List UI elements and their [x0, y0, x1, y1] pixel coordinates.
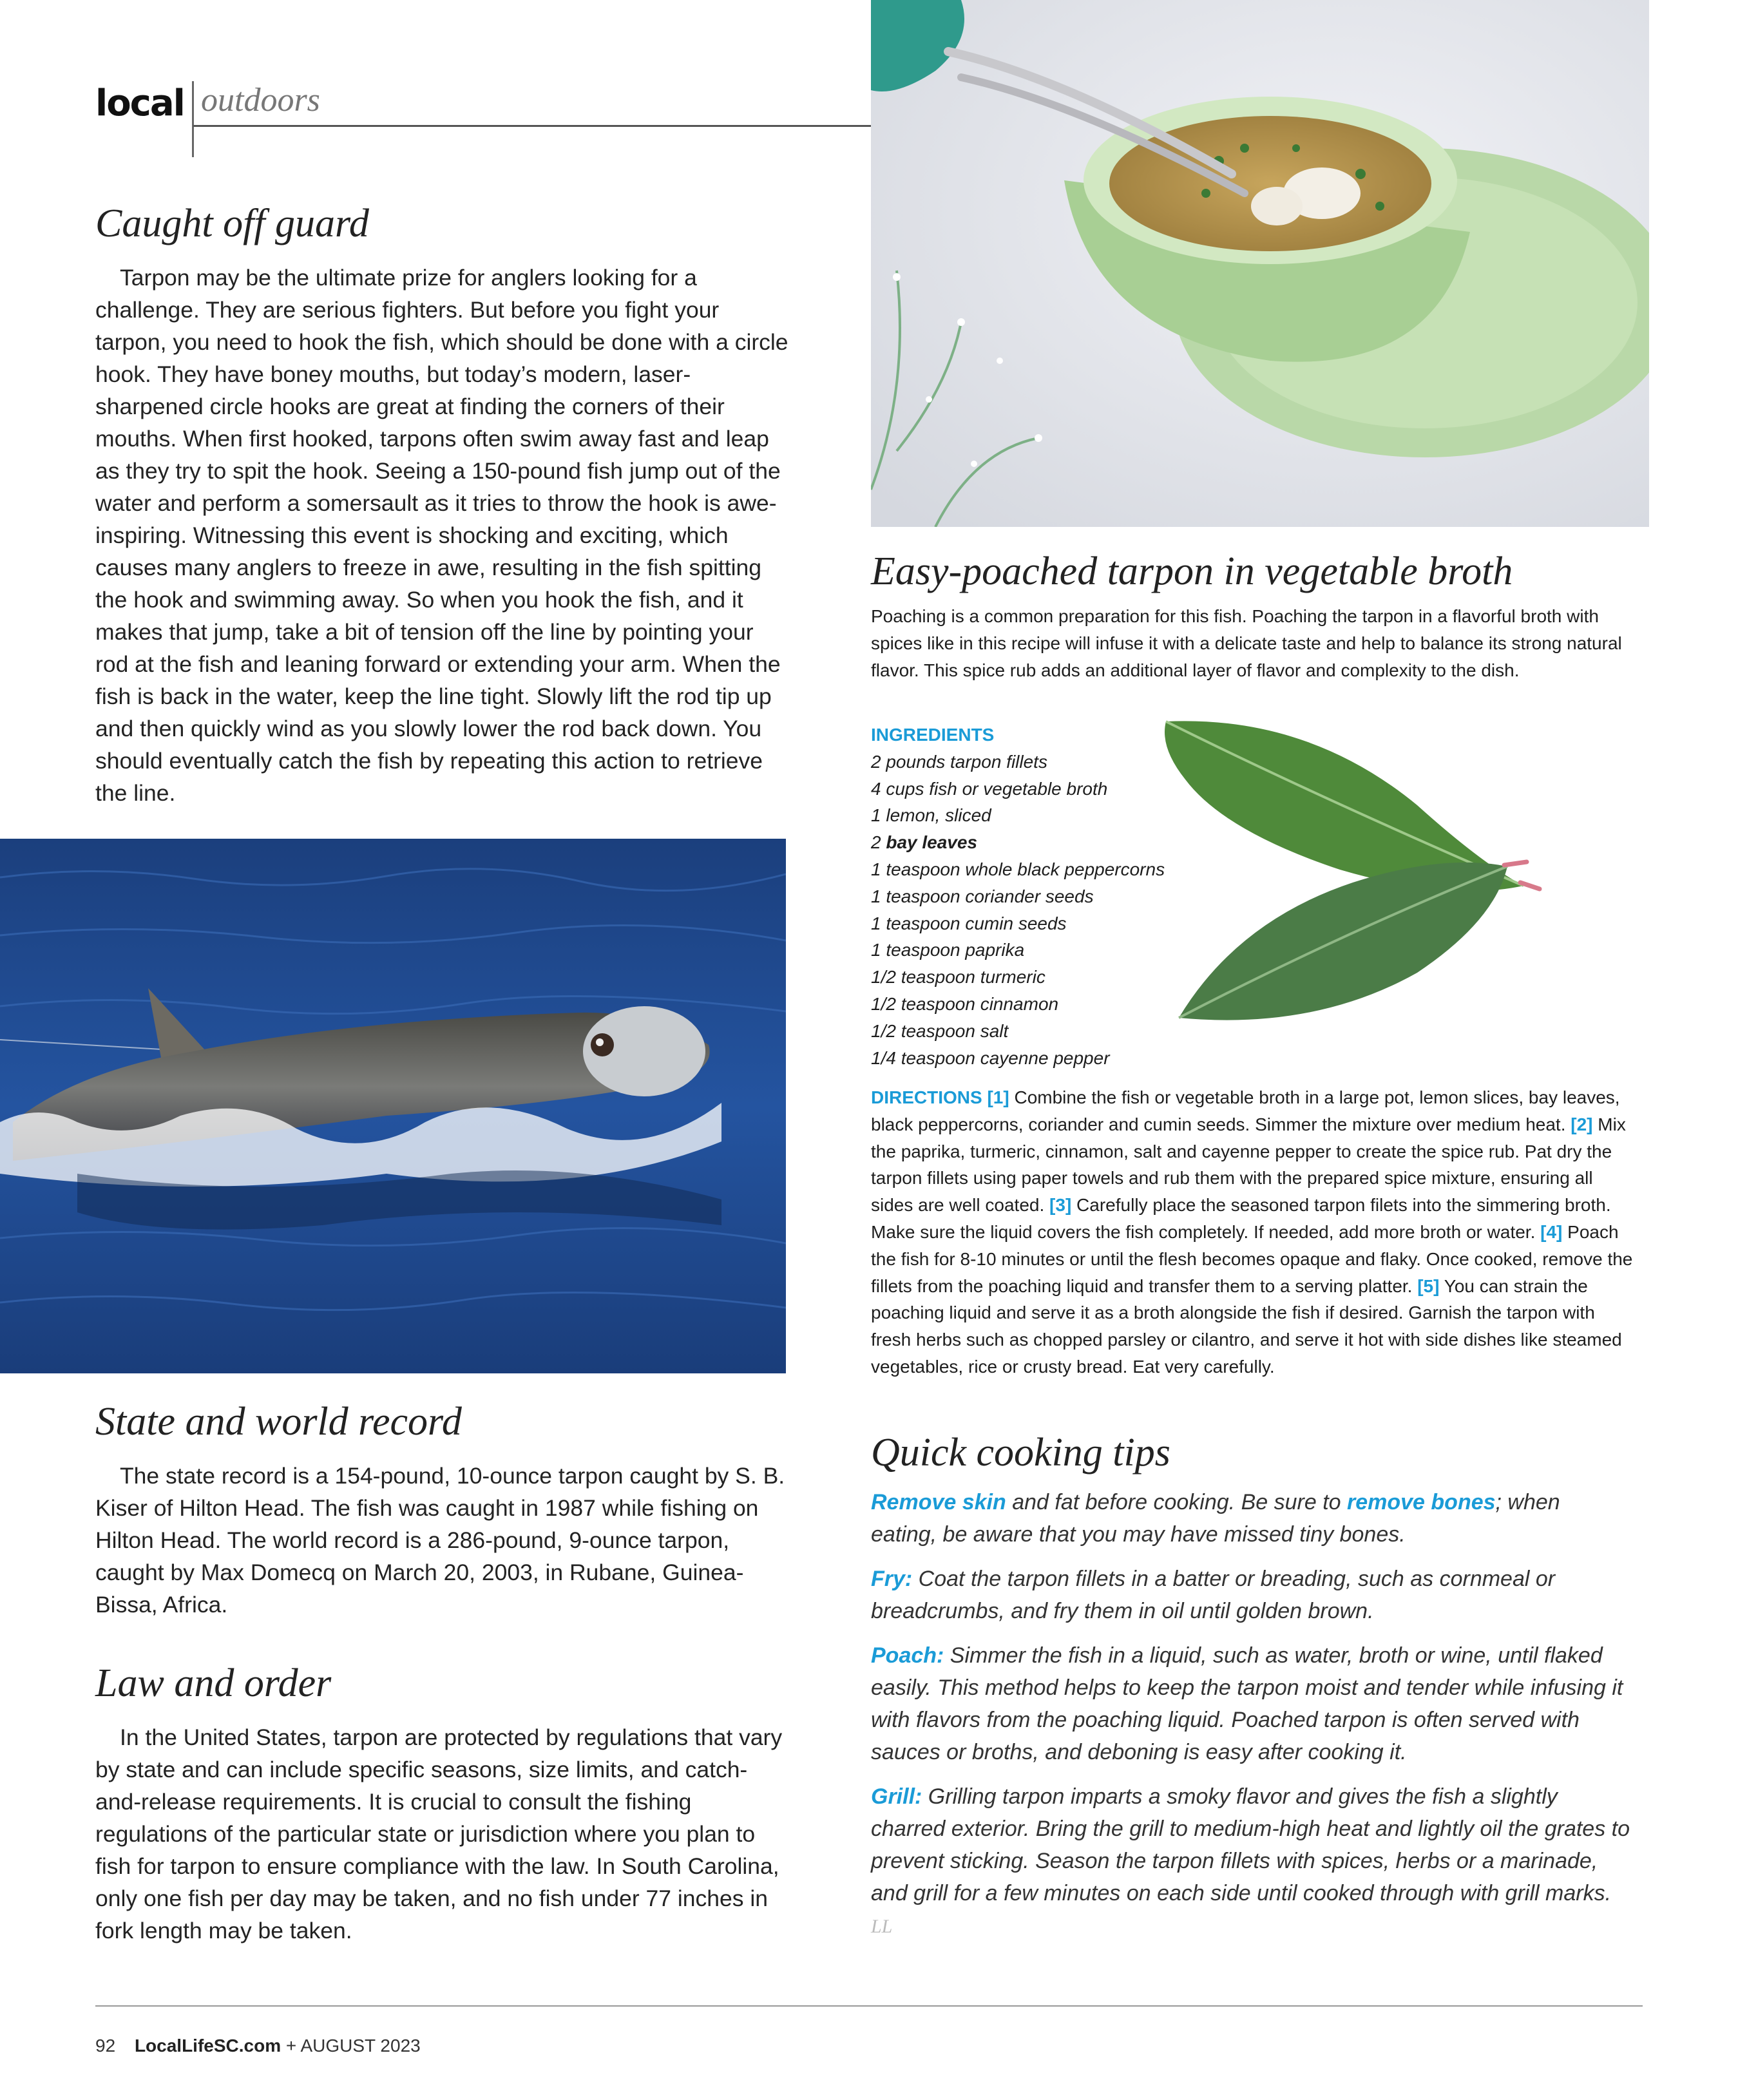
- header-divider: [192, 81, 194, 157]
- article-caught: [95, 262, 791, 809]
- ingredients-label: INGREDIENTS: [871, 725, 995, 745]
- bay-name: bay leaves: [886, 832, 978, 853]
- soup-photo: [871, 0, 1649, 527]
- article-record: [95, 1460, 791, 1621]
- tip-key: remove bones: [1347, 1490, 1496, 1514]
- tip-text: Simmer the fish in a liquid, such as water, broth or wine, until flaked easily. This method helps to keep the tarpon moist and tender while infusing it with flavors from the poaching liquid. Poached tarpon is often served with sauces or broths, and deboning is easy after cooking it.: [871, 1643, 1623, 1764]
- recipe-intro: Poaching is a common preparation for this fish. Poaching the tarpon in a flavorful broth with spices like in this recipe will infuse it with a delicate taste and help to balance its strong natural flavor. This spice rub adds an additional layer of flavor and complexity to the dish.: [871, 606, 1622, 680]
- bay-leaves-photo: [1147, 709, 1552, 1044]
- heading-recipe: Easy-poached tarpon in vegetable broth: [871, 549, 1513, 593]
- paragraph: The state record is a 154-pound, 10-ounce tarpon caught by S. B. Kiser of Hilton Head. The fish was caught in 1987 while fishing on Hilton Head. The world record is a 286-pound, 9-ounce tarpon, caught by Max Domecq on March 20, 2003, in Rubane, Guinea-Bissa, Africa.: [95, 1463, 785, 1618]
- tip-grill: [871, 1780, 1631, 1943]
- step-number: [4]: [1540, 1221, 1563, 1242]
- tip-remove: [871, 1486, 1631, 1551]
- footer: [95, 2036, 421, 2056]
- paragraph: Tarpon may be the ultimate prize for anglers looking for a challenge. They are serious fighters. But before you fight your tarpon, you need to hook the fish, which should be done with a circle hook. They have boney mouths, but today’s modern, laser-sharpened circle hooks are great at finding the corners of their mouths. When first hooked, tarpons often swim away fast and leap as they try to spit the hook. Seeing a 150-pound fish jump out of the water and perform a somersault as it tries to throw the hook is awe-inspiring. Witnessing this event is shocking and exciting, which causes many anglers to freeze in awe, resulting in the fish spitting the hook and swimming away. So when you hook the fish, and it makes that jump, take a bit of tension off the line by pointing your rod at the fish and leaning forward or extending your arm. When the fish is back in the water, keep the line tight. Slowly lift the rod tip up and then quickly wind as you slowly lower the rod back down. You should eventually catch the fish by repeating this action to retrieve the line.: [95, 265, 788, 806]
- step-text: Carefully place the seasoned tarpon filets into the simmering broth. Make sure the liquid covers the fish completely. If needed, add more broth or water.: [871, 1195, 1611, 1242]
- step-text: Mix the paprika, turmeric, cinnamon, salt and cayenne pepper to create the spice rub. Pat dry the tarpon fillets using paper towels and rub them with the prepared spice mixture, ensuring all sides are well coated.: [871, 1114, 1626, 1216]
- footer-rule: [95, 2005, 1643, 2007]
- header-rule: [193, 125, 871, 127]
- step-number: [2]: [1571, 1114, 1593, 1134]
- site-name: LocalLifeSC.com: [134, 2036, 282, 2056]
- tip-text: and fat before cooking. Be sure to: [1006, 1490, 1347, 1514]
- tip-poach: [871, 1639, 1631, 1768]
- tip-text: ; when eating, be aware that you may have missed tiny bones.: [871, 1490, 1560, 1547]
- section-label: outdoors: [201, 82, 320, 119]
- paragraph: In the United States, tarpon are protected by regulations that vary by state and can include specific seasons, size limits, and catch-and-release requirements. It is crucial to consult the fishing regulations of the particular state or jurisdiction where you plan to fish for tarpon to ensure compliance with the law. In South Carolina, only one fish per day may be taken, and no fish under 77 inches in fork length may be taken.: [95, 1724, 783, 1943]
- ingredient-item: 1 teaspoon whole black peppercorns: [871, 859, 1165, 879]
- article-law: [95, 1721, 791, 1947]
- ingredient-item: 1 teaspoon cumin seeds: [871, 913, 1067, 933]
- directions-label: DIRECTIONS: [871, 1087, 982, 1107]
- ingredient-item: 1/4 teaspoon cayenne pepper: [871, 1047, 1110, 1068]
- recipe-intro-block: [871, 603, 1630, 683]
- step-number: [1]: [987, 1087, 1009, 1107]
- tip-text: Grilling tarpon imparts a smoky flavor and gives the fish a slightly charred exterior. Bring the grill to medium-high heat and lightly oil the grates to prevent sticking. Season the tarpon fillets with spices, herbs or a marinade, and grill for a few minutes on each side until cooked through with grill marks.: [871, 1784, 1630, 1905]
- tip-key: Fry:: [871, 1567, 913, 1591]
- tips-block: [871, 1486, 1631, 1955]
- ingredient-item: 4 cups fish or vegetable broth: [871, 778, 1108, 799]
- ingredient-item: 1 lemon, sliced: [871, 805, 991, 826]
- step-number: [3]: [1049, 1195, 1072, 1216]
- heading-caught: Caught off guard: [95, 202, 369, 245]
- step-number: [5]: [1417, 1275, 1440, 1296]
- ingredient-item: 2 pounds tarpon fillets: [871, 751, 1047, 772]
- step-text: Poach the fish for 8-10 minutes or until the flesh becomes opaque and flaky. Once cooked, remove the fillets from the poaching liquid and transfer them to a serving platter.: [871, 1221, 1633, 1296]
- directions-block: [871, 1084, 1638, 1380]
- tip-key: Poach:: [871, 1643, 944, 1668]
- bay-qty: 2: [871, 832, 881, 853]
- tip-key: Remove skin: [871, 1490, 1006, 1514]
- step-text: Combine the fish or vegetable broth in a large pot, lemon slices, bay leaves, black peppercorns, coriander and cumin seeds. Simmer the mixture over medium heat.: [871, 1087, 1620, 1134]
- ingredient-item: 1 teaspoon coriander seeds: [871, 886, 1094, 906]
- heading-tips: Quick cooking tips: [871, 1431, 1170, 1475]
- ingredient-item: 1/2 teaspoon turmeric: [871, 967, 1046, 988]
- author-signature: LL: [871, 1916, 893, 1937]
- brand-logo: local: [95, 82, 184, 124]
- issue-date: + AUGUST 2023: [285, 2036, 421, 2056]
- heading-law: Law and order: [95, 1661, 332, 1705]
- tip-key: Grill:: [871, 1784, 922, 1809]
- ingredients-block: [871, 721, 1165, 1071]
- ingredient-item-bay: [871, 829, 1165, 856]
- heading-record: State and world record: [95, 1400, 462, 1444]
- page-number: 92: [95, 2036, 116, 2056]
- ingredient-item: 1/2 teaspoon cinnamon: [871, 993, 1059, 1014]
- tarpon-photo: [0, 839, 786, 1373]
- ingredient-item: 1 teaspoon paprika: [871, 940, 1025, 960]
- step-text: You can strain the poaching liquid and serve it as a broth alongside the fish if desired. Garnish the tarpon with fresh herbs such as chopped parsley or cilantro, and serve it hot with side dishes like steamed vegetables, rice or crusty bread. Eat very carefully.: [871, 1275, 1622, 1377]
- tip-fry: [871, 1563, 1631, 1627]
- ingredient-item: 1/2 teaspoon salt: [871, 1020, 1009, 1041]
- tip-text: Coat the tarpon fillets in a batter or breading, such as cornmeal or breadcrumbs, and fry them in oil until golden brown.: [871, 1567, 1556, 1623]
